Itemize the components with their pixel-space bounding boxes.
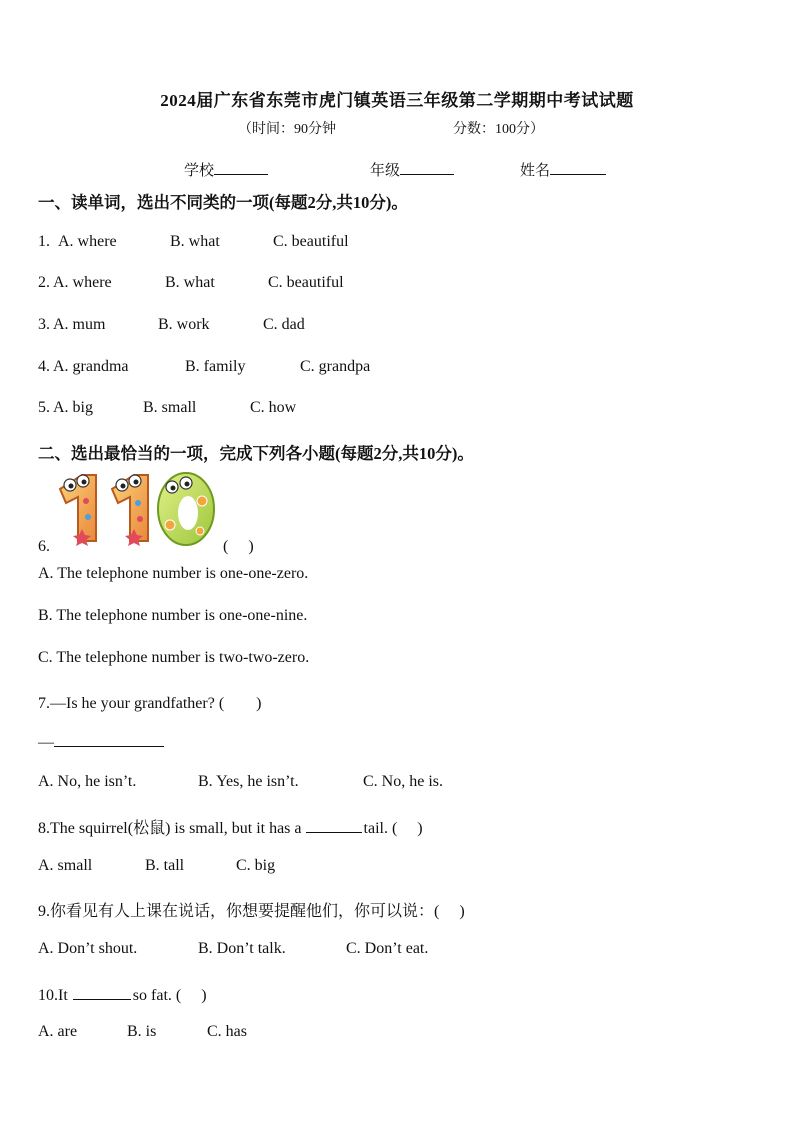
q4-option-a: A. grandma [53, 358, 129, 375]
q6-number: 6. [38, 538, 50, 555]
school-field [184, 159, 268, 180]
q8-option-a: A. small [38, 857, 93, 874]
q9-option-a: A. Don’t shout. [38, 940, 138, 957]
q4-number: 4. [38, 358, 50, 375]
q1-option-b: B. what [170, 233, 220, 250]
q7-reply-blank [54, 732, 164, 747]
name-blank [550, 160, 606, 175]
question-2 [38, 274, 344, 292]
school-blank [214, 160, 268, 175]
section2-heading: 二、选出最恰当的一项，完成下列各小题(每题2分,共10分)。 [38, 444, 474, 463]
question-8 [38, 815, 423, 838]
q6-option-a: A. The telephone number is one-one-zero. [38, 565, 309, 582]
q10-option-a: A. are [38, 1023, 78, 1040]
grade-field [370, 159, 454, 180]
q7-option-b: B. Yes, he isn’t. [198, 773, 299, 790]
q5-option-a: A. big [53, 399, 93, 416]
question-6 [38, 533, 254, 556]
q2-option-a: A. where [53, 274, 112, 291]
q7-option-c: C. No, he is. [363, 773, 443, 790]
q3-option-a: A. mum [53, 316, 106, 333]
q3-option-b: B. work [158, 316, 210, 333]
q1-number: 1. [38, 233, 50, 250]
q10-blank [73, 985, 131, 1000]
exam-score: 分数：100分） [453, 122, 544, 137]
school-label: 学校 [184, 163, 215, 179]
question-7: 7.—Is he your grandfather? ( ) [38, 695, 262, 712]
q8-option-b: B. tall [145, 857, 185, 874]
section1-heading: 一、读单词，选出不同类的一项(每题2分,共10分)。 [38, 193, 408, 212]
q3-option-c: C. dad [263, 316, 305, 333]
q7-reply [38, 732, 164, 752]
name-label: 姓名 [520, 163, 551, 179]
q1-option-a: A. where [58, 233, 117, 250]
q4-option-b: B. family [185, 358, 246, 375]
q4-option-c: C. grandpa [300, 358, 371, 375]
q8-options [38, 857, 275, 875]
question-5 [38, 399, 296, 417]
q8-blank [306, 818, 362, 833]
q10-stem-end: so fat. ( ) [132, 987, 207, 1004]
q9-options [38, 940, 428, 958]
q7-reply-dash: — [38, 734, 54, 751]
question-3 [38, 316, 305, 334]
q8-stem-start: 8.The squirrel(松鼠) is small, but it has a [38, 820, 302, 837]
q10-options [38, 1023, 247, 1041]
q9-option-c: C. Don’t eat. [346, 940, 429, 957]
question-1 [38, 233, 349, 251]
q10-stem-start: 10.It [38, 987, 68, 1004]
question-4 [38, 358, 370, 376]
q3-number: 3. [38, 316, 50, 333]
exam-title: 2024届广东省东莞市虎门镇英语三年级第二学期期中考试试题 [160, 91, 634, 110]
grade-label: 年级 [370, 163, 401, 179]
q5-option-b: B. small [143, 399, 197, 416]
q5-option-c: C. how [250, 399, 297, 416]
question-9: 9.你看见有人上课在说话，你想要提醒他们，你可以说：( ) [38, 903, 465, 920]
q9-option-b: B. Don’t talk. [198, 940, 286, 957]
q7-options [38, 773, 443, 791]
q8-option-c: C. big [236, 857, 276, 874]
q8-stem-end: tail. ( ) [363, 820, 423, 837]
q10-option-b: B. is [127, 1023, 157, 1040]
q7-option-a: A. No, he isn’t. [38, 773, 137, 790]
q6-option-b: B. The telephone number is one-one-nine. [38, 607, 308, 624]
q6-option-c: C. The telephone number is two-two-zero. [38, 649, 310, 666]
exam-time: （时间：90分钟 [238, 122, 336, 137]
q2-option-c: C. beautiful [268, 274, 344, 291]
q5-number: 5. [38, 399, 50, 416]
q6-answer-paren: ( ) [223, 538, 254, 555]
q10-option-c: C. has [207, 1023, 247, 1040]
name-field [520, 159, 606, 180]
grade-blank [400, 160, 454, 175]
q2-number: 2. [38, 274, 50, 291]
question-10 [38, 982, 207, 1005]
q2-option-b: B. what [165, 274, 215, 291]
q1-option-c: C. beautiful [273, 233, 349, 250]
